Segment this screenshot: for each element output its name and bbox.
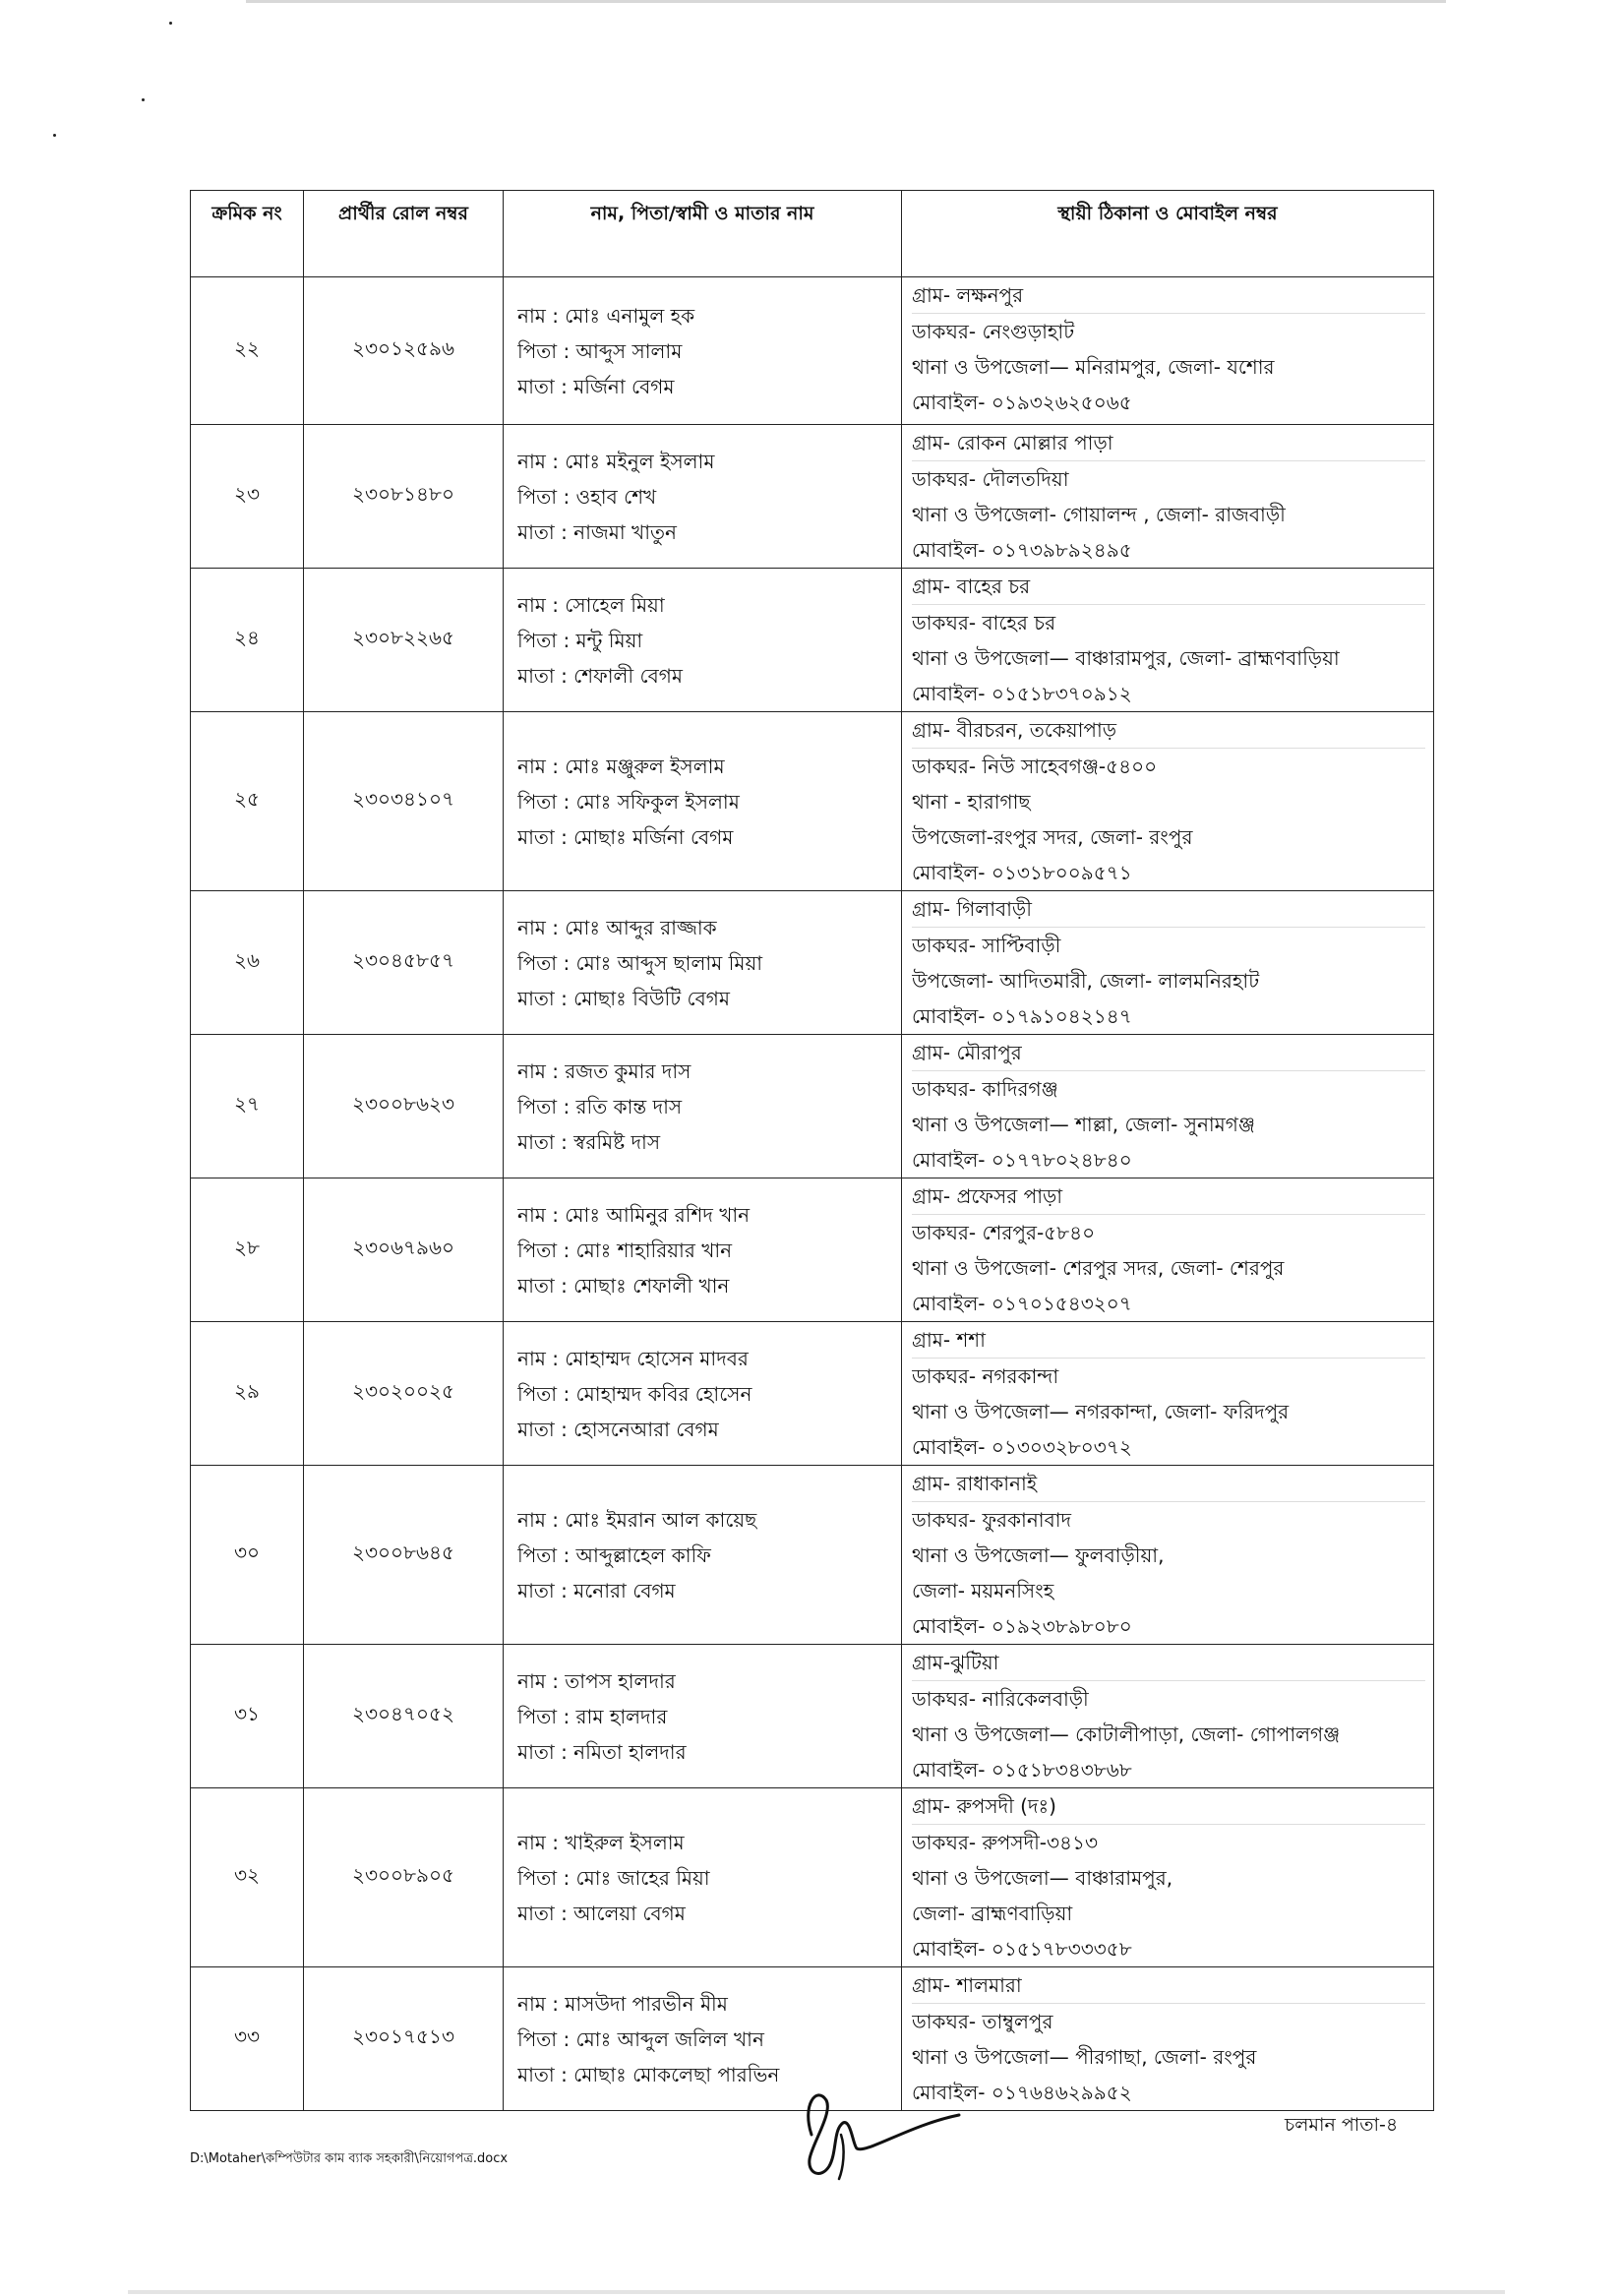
roll-cell: ২৩০৩৪১০৭ <box>304 712 504 891</box>
address-line: মোবাইল- ০১৯৩২৬২৫০৬৫ <box>912 391 1132 414</box>
table-row <box>191 1645 1434 1788</box>
scan-speck <box>142 98 145 101</box>
serial-cell: ৩১ <box>191 1645 304 1788</box>
address-line: থানা ও উপজেলা— বাঞ্চারামপুর, জেলা- ব্রাহ্মণবাড়িয়া <box>912 646 1340 670</box>
address-line: মোবাইল- ০১৩১৮০০৯৫৭১ <box>912 861 1132 884</box>
roll-cell: ২৩০০৮৬৪৫ <box>304 1466 504 1645</box>
roll-cell: ২৩০৮১৪৮০ <box>304 425 504 569</box>
roll-cell: ২৩০২০০২৫ <box>304 1322 504 1466</box>
address-line: গ্রাম- প্রফেসর পাড়া <box>912 1178 1425 1215</box>
name-line: মাতা : নমিতা হালদার <box>517 1739 687 1764</box>
roll-cell: ২৩০৬৭৯৬০ <box>304 1178 504 1322</box>
header-serial: ক্রমিক নং <box>191 191 304 277</box>
serial-cell: ২৩ <box>191 425 304 569</box>
name-cell <box>504 1788 902 1967</box>
address-line: জেলা- ব্রাহ্মণবাড়িয়া <box>912 1902 1073 1925</box>
candidate-table <box>190 190 1434 2111</box>
name-cell <box>504 1178 902 1322</box>
header-roll: প্রার্থীর রোল নম্বর <box>304 191 504 277</box>
name-line: নাম : মাসউদা পারভীন মীম <box>517 1991 728 2016</box>
address-line: গ্রাম- শশা <box>912 1322 1425 1359</box>
address-cell <box>902 569 1434 712</box>
name-line: মাতা : শেফালী বেগম <box>517 663 683 688</box>
table-row <box>191 569 1434 712</box>
serial-cell: ২৪ <box>191 569 304 712</box>
name-cell <box>504 277 902 425</box>
name-line: নাম : মোঃ আব্দুর রাজ্জাক <box>517 915 717 939</box>
page-continuation-note: চলমান পাতা-৪ <box>1285 2114 1399 2136</box>
file-path: D:\Motaher\কম্পিউটার কাম ব্যাক সহকারী\নিয়োগপত্র.docx <box>190 2151 509 2166</box>
address-line: ডাকঘর- শেরপুর-৫৮৪০ <box>912 1221 1096 1244</box>
address-line: মোবাইল- ০১৫১৮৩৪৩৮৬৮ <box>912 1758 1132 1782</box>
address-line: মোবাইল- ০১৩০৩২৮০৩৭২ <box>912 1435 1132 1459</box>
name-line: মাতা : মোছাঃ মর্জিনা বেগম <box>517 824 734 849</box>
serial-cell: ২৬ <box>191 891 304 1035</box>
serial-cell: ২৭ <box>191 1035 304 1178</box>
name-line: নাম : মোঃ ইমরান আল কায়েছ <box>517 1507 757 1532</box>
roll-cell: ২৩০০৮৯০৫ <box>304 1788 504 1967</box>
address-line: ডাকঘর- বাহের চর <box>912 611 1056 634</box>
name-line: পিতা : মন্টু মিয়া <box>517 628 643 652</box>
table-row <box>191 1788 1434 1967</box>
address-line: মোবাইল- ০১৯২৩৮৯৮০৮০ <box>912 1614 1132 1638</box>
name-cell <box>504 425 902 569</box>
table-row <box>191 425 1434 569</box>
roll-cell: ২৩০৮২২৬৫ <box>304 569 504 712</box>
name-line: মাতা : নাজমা খাতুন <box>517 519 677 544</box>
serial-cell: ৩৩ <box>191 1967 304 2111</box>
address-line: থানা ও উপজেলা— বাঞ্চারামপুর, <box>912 1866 1173 1890</box>
address-line: মোবাইল- ০১৭৭৮০২৪৮৪০ <box>912 1148 1132 1172</box>
name-line: পিতা : মোহাম্মদ কবির হোসেন <box>517 1381 752 1406</box>
address-cell <box>902 1466 1434 1645</box>
name-line: মাতা : মোছাঃ বিউটি বেগম <box>517 986 730 1010</box>
address-line: মোবাইল- ০১৭৯১০৪২১৪৭ <box>912 1004 1132 1028</box>
roll-cell: ২৩০১৭৫১৩ <box>304 1967 504 2111</box>
name-cell <box>504 569 902 712</box>
address-line: মোবাইল- ০১৫১৮৩৭০৯১২ <box>912 682 1132 705</box>
address-line: ডাকঘর- দৌলতদিয়া <box>912 467 1069 491</box>
header-name: নাম, পিতা/স্বামী ও মাতার নাম <box>504 191 902 277</box>
address-line: ডাকঘর- রুপসদী-৩৪১৩ <box>912 1831 1098 1854</box>
address-line: ডাকঘর- নগরকান্দা <box>912 1364 1059 1388</box>
table-row <box>191 1178 1434 1322</box>
roll-cell: ২৩০১২৫৯৬ <box>304 277 504 425</box>
address-cell <box>902 1967 1434 2111</box>
name-line: পিতা : মোঃ সফিকুল ইসলাম <box>517 789 740 814</box>
address-line: থানা - হারাগাছ <box>912 790 1031 814</box>
address-line: ডাকঘর- কাদিরগঞ্জ <box>912 1077 1058 1101</box>
address-line: থানা ও উপজেলা- শেরপুর সদর, জেলা- শেরপুর <box>912 1256 1285 1280</box>
address-cell <box>902 1035 1434 1178</box>
table-header-row <box>191 191 1434 277</box>
address-line: গ্রাম- শালমারা <box>912 1967 1425 2004</box>
scan-speck <box>53 134 56 137</box>
table-row <box>191 1466 1434 1645</box>
address-cell <box>902 891 1434 1035</box>
address-cell <box>902 1788 1434 1967</box>
serial-cell: ২২ <box>191 277 304 425</box>
address-line: জেলা- ময়মনসিংহ <box>912 1579 1054 1602</box>
name-line: পিতা : আব্দুল্লাহেল কাফি <box>517 1542 711 1567</box>
address-line: গ্রাম- বীরচরন, তকেয়াপাড় <box>912 712 1425 749</box>
address-cell <box>902 1178 1434 1322</box>
address-cell <box>902 1322 1434 1466</box>
name-line: নাম : রজত কুমার দাস <box>517 1058 691 1083</box>
address-line: মোবাইল- ০১৭৬৪৬২৯৯৫২ <box>912 2081 1132 2104</box>
serial-cell: ২৮ <box>191 1178 304 1322</box>
table-row <box>191 891 1434 1035</box>
address-line: থানা ও উপজেলা— শাল্লা, জেলা- সুনামগঞ্জ <box>912 1113 1255 1136</box>
name-line: পিতা : মোঃ আব্দুল জলিল খান <box>517 2026 764 2051</box>
address-line: ডাকঘর- নিউ সাহেবগঞ্জ-৫৪০০ <box>912 755 1158 778</box>
scan-top-edge <box>246 0 1446 3</box>
name-line: মাতা : স্বরমিষ্ট দাস <box>517 1129 661 1154</box>
name-cell <box>504 1466 902 1645</box>
name-line: পিতা : মোঃ জাহের মিয়া <box>517 1865 710 1890</box>
address-line: থানা ও উপজেলা— ফুলবাড়ীয়া, <box>912 1543 1165 1567</box>
address-cell <box>902 712 1434 891</box>
address-line: মোবাইল- ০১৭৩৯৮৯২৪৯৫ <box>912 538 1132 562</box>
name-line: নাম : মোহাম্মদ হোসেন মাদবর <box>517 1346 749 1370</box>
address-line: ডাকঘর- নারিকেলবাড়ী <box>912 1687 1089 1711</box>
address-line: থানা ও উপজেলা— নগরকান্দা, জেলা- ফরিদপুর <box>912 1400 1290 1423</box>
address-line: থানা ও উপজেলা- গোয়ালন্দ , জেলা- রাজবাড়ী <box>912 503 1286 526</box>
table-row <box>191 1322 1434 1466</box>
address-line: গ্রাম- রুপসদী (দঃ) <box>912 1788 1425 1825</box>
address-line: থানা ও উপজেলা— মনিরামপুর, জেলা- যশোর <box>912 355 1275 379</box>
name-cell <box>504 1322 902 1466</box>
address-line: গ্রাম- রোকন মোল্লার পাড়া <box>912 425 1425 461</box>
name-line: পিতা : মোঃ শাহারিয়ার খান <box>517 1238 733 1262</box>
address-line: গ্রাম- বাহের চর <box>912 569 1425 605</box>
name-line: পিতা : আব্দুস সালাম <box>517 338 683 363</box>
name-line: মাতা : মর্জিনা বেগম <box>517 374 675 398</box>
table-row <box>191 277 1434 425</box>
serial-cell: ৩০ <box>191 1466 304 1645</box>
name-line: নাম : মোঃ মইনুল ইসলাম <box>517 449 715 473</box>
address-line: গ্রাম- লক্ষনপুর <box>912 277 1425 314</box>
name-line: মাতা : হোসনেআরা বেগম <box>517 1417 719 1441</box>
address-line: গ্রাম- গিলাবাড়ী <box>912 891 1425 928</box>
name-line: নাম : খাইরুল ইসলাম <box>517 1830 685 1854</box>
name-line: নাম : সোহেল মিয়া <box>517 592 665 617</box>
address-line: থানা ও উপজেলা— পীরগাছা, জেলা- রংপুর <box>912 2045 1257 2069</box>
address-line: ডাকঘর- নেংগুড়াহাট <box>912 320 1075 343</box>
header-address: স্থায়ী ঠিকানা ও মোবাইল নম্বর <box>902 191 1434 277</box>
name-line: পিতা : রতি কান্ত দাস <box>517 1094 683 1118</box>
name-line: পিতা : ওহাব শেখ <box>517 484 657 509</box>
name-line: নাম : মোঃ মঞ্জুরুল ইসলাম <box>517 754 725 778</box>
scan-speck <box>169 22 172 25</box>
address-line: মোবাইল- ০১৫১৭৮৩৩৩৫৮ <box>912 1937 1132 1961</box>
name-line: নাম : মোঃ আমিনুর রশিদ খান <box>517 1202 751 1227</box>
name-cell <box>504 1035 902 1178</box>
address-cell <box>902 425 1434 569</box>
serial-cell: ৩২ <box>191 1788 304 1967</box>
name-cell <box>504 891 902 1035</box>
name-line: মাতা : আলেয়া বেগম <box>517 1901 686 1925</box>
roll-cell: ২৩০৪৭০৫২ <box>304 1645 504 1788</box>
address-line: মোবাইল- ০১৭০১৫৪৩২০৭ <box>912 1292 1132 1315</box>
name-cell <box>504 712 902 891</box>
name-line: পিতা : রাম হালদার <box>517 1704 668 1728</box>
address-line: থানা ও উপজেলা— কোটালীপাড়া, জেলা- গোপালগঞ্জ <box>912 1722 1341 1746</box>
serial-cell: ২৫ <box>191 712 304 891</box>
address-line: গ্রাম-ঝুটিয়া <box>912 1645 1425 1681</box>
table-row <box>191 1035 1434 1178</box>
name-line: মাতা : মনোরা বেগম <box>517 1578 676 1602</box>
address-line: গ্রাম- রাধাকানাই <box>912 1466 1425 1502</box>
name-line: পিতা : মোঃ আব্দুস ছালাম মিয়া <box>517 950 763 975</box>
address-cell <box>902 277 1434 425</box>
address-line: ডাকঘর- ফুরকানাবাদ <box>912 1508 1072 1532</box>
serial-cell: ২৯ <box>191 1322 304 1466</box>
name-line: মাতা : মোছাঃ শেফালী খান <box>517 1273 730 1298</box>
signature <box>772 2076 969 2198</box>
address-line: গ্রাম- মৌরাপুর <box>912 1035 1425 1071</box>
name-cell <box>504 1645 902 1788</box>
address-cell <box>902 1645 1434 1788</box>
scan-bottom-edge <box>128 2290 1505 2294</box>
name-line: নাম : তাপস হালদার <box>517 1668 676 1693</box>
name-line: মাতা : মোছাঃ মোকলেছা পারভিন <box>517 2062 780 2086</box>
address-line: উপজেলা-রংপুর সদর, জেলা- রংপুর <box>912 825 1193 849</box>
roll-cell: ২৩০৪৫৮৫৭ <box>304 891 504 1035</box>
address-line: ডাকঘর- সাপ্টিবাড়ী <box>912 934 1061 957</box>
roll-cell: ২৩০০৮৬২৩ <box>304 1035 504 1178</box>
address-line: উপজেলা- আদিতমারী, জেলা- লালমনিরহাট <box>912 969 1260 993</box>
address-line: ডাকঘর- তাম্বুলপুর <box>912 2010 1053 2033</box>
table-row <box>191 712 1434 891</box>
name-line: নাম : মোঃ এনামুল হক <box>517 303 695 328</box>
